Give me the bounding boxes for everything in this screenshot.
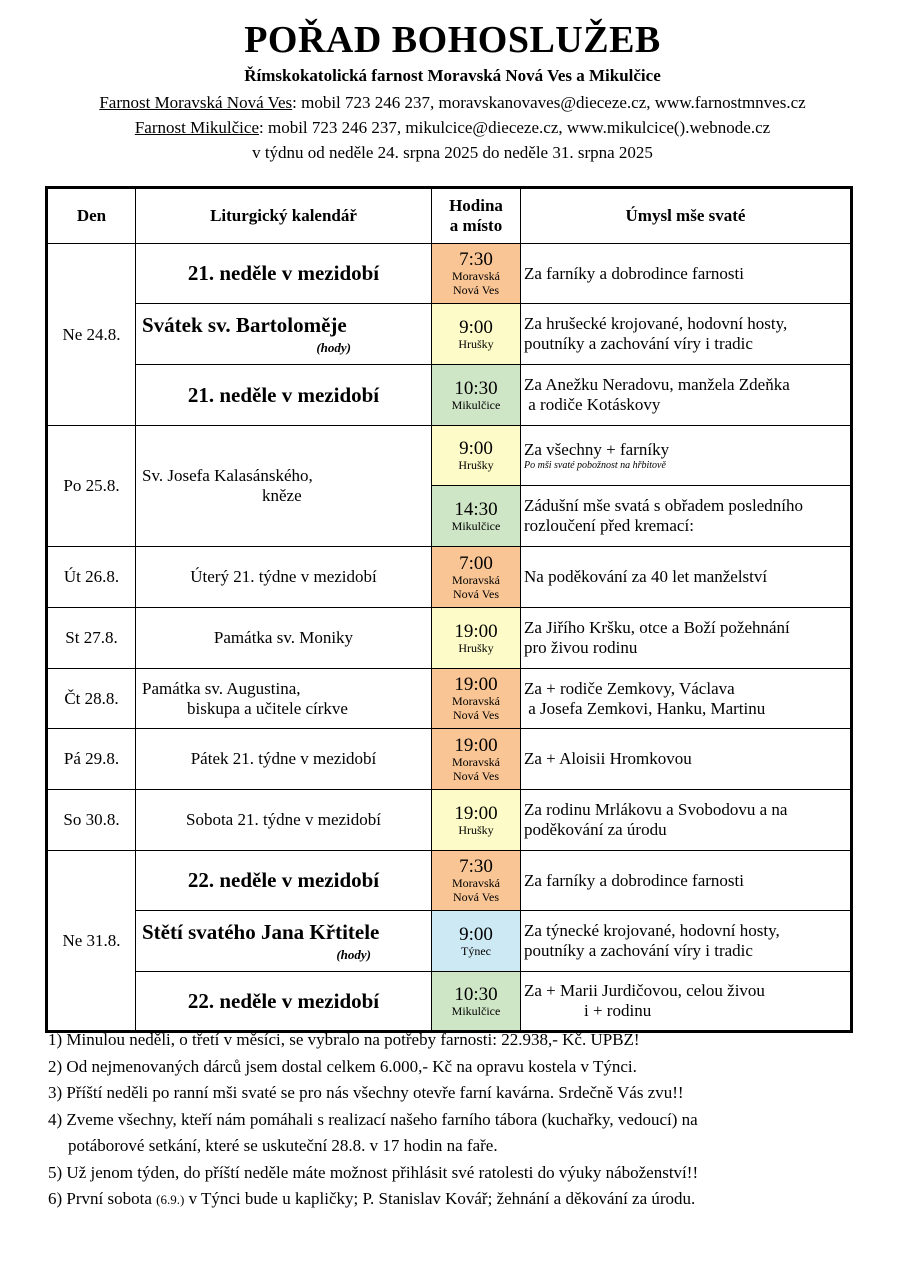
table-row (47, 426, 852, 486)
liturgy-cell: Sobota 21. týdne v mezidobí (136, 790, 432, 851)
contact-text-mikulcice: : mobil 723 246 237, mikulcice@dieceze.cz, www.mikulcice().webnode.cz (259, 118, 771, 137)
intention-cell: Za hrušecké krojované, hodovní hosty, poutníky a zachování víry i tradic (521, 304, 852, 365)
day-cell: Pá 29.8. (47, 729, 136, 790)
contact-text-mnves: : mobil 723 246 237, moravskanovaves@dieceze.cz, www.farnostmnves.cz (292, 93, 806, 112)
liturgy-cell: Úterý 21. týdne v mezidobí (136, 547, 432, 608)
intention-cell: Za farníky a dobrodince farnosti (521, 851, 852, 911)
hour-cell: 19:00 Moravská Nová Ves (432, 669, 521, 729)
intention-cell: Na poděkování za 40 let manželství (521, 547, 852, 608)
announcement-1: 1) Minulou neděli, o třetí v měsíci, se vybralo na potřeby farnosti: 22.938,- Kč. UPBZ! (48, 1030, 640, 1049)
liturgy-cell: 22. neděle v mezidobí (136, 851, 432, 911)
announcements (48, 1027, 868, 1214)
announcement-6: 6) První sobota (6.9.) v Týnci bude u kapličky; P. Stanislav Kovář; žehnání a děkování za úrodu. (48, 1189, 696, 1208)
header-liturgy: Liturgický kalendář (136, 188, 432, 244)
header-intention: Úmysl mše svaté (521, 188, 852, 244)
hour-cell: 9:00 Hrušky (432, 426, 521, 486)
intention-cell: Zádušní mše svatá s obřadem posledního rozloučení před kremací: (521, 486, 852, 547)
liturgy-cell: 22. neděle v mezidobí (136, 972, 432, 1032)
table-row (47, 244, 852, 304)
hour-cell: 10:30 Mikulčice (432, 972, 521, 1032)
contact-line-mnves (0, 93, 905, 113)
day-cell: St 27.8. (47, 608, 136, 669)
day-cell: So 30.8. (47, 790, 136, 851)
hour-cell: 14:30 Mikulčice (432, 486, 521, 547)
table-row (47, 608, 852, 669)
page-title: POŘAD BOHOSLUŽEB (244, 19, 661, 61)
intention-cell: Za všechny + farníky Po mši svaté pobožnost na hřbitově (521, 426, 852, 486)
liturgy-cell: Pátek 21. týdne v mezidobí (136, 729, 432, 790)
day-cell: Čt 28.8. (47, 669, 136, 729)
intention-cell: Za rodinu Mrlákovu a Svobodovu a na poděkování za úrodu (521, 790, 852, 851)
intention-cell: Za + Marii Jurdičovou, celou živou i + rodinu (521, 972, 852, 1032)
parish-name: Římskokatolická farnost Moravská Nová Ves a Mikulčice (244, 66, 661, 85)
day-cell: Po 25.8. (47, 426, 136, 547)
contact-line-mikulcice (0, 118, 905, 138)
announcement-2: 2) Od nejmenovaných dárců jsem dostal celkem 6.000,- Kč na opravu kostela v Týnci. (48, 1056, 637, 1076)
announcement-4-continued: potáborové setkání, které se uskuteční 28.8. v 17 hodin na faře. (68, 1136, 498, 1155)
hour-cell: 19:00 Hrušky (432, 790, 521, 851)
hour-cell: 7:30 Moravská Nová Ves (432, 851, 521, 911)
table-row (47, 972, 852, 1032)
day-cell: Ne 31.8. (47, 851, 136, 1032)
liturgy-cell: Památka sv. Moniky (136, 608, 432, 669)
liturgy-cell: 21. neděle v mezidobí (136, 365, 432, 426)
table-header-row (47, 188, 852, 244)
day-cell: Út 26.8. (47, 547, 136, 608)
intention-cell: Za Anežku Neradovu, manžela Zdeňka a rodiče Kotáskovy (521, 365, 852, 426)
hour-cell: 9:00 Týnec (432, 911, 521, 972)
intention-cell: Za týnecké krojované, hodovní hosty, poutníky a zachování víry i tradic (521, 911, 852, 972)
contact-label-mnves: Farnost Moravská Nová Ves (99, 93, 293, 112)
table-row (47, 851, 852, 911)
hour-cell: 9:00 Hrušky (432, 304, 521, 365)
day-cell: Ne 24.8. (47, 244, 136, 426)
table-row (47, 729, 852, 790)
contact-label-mikulcice: Farnost Mikulčice (134, 118, 259, 137)
table-row (47, 911, 852, 972)
announcement-4: 4) Zveme všechny, kteří nám pomáhali s realizací našeho farního tábora (kuchařky, vedoucí) na (48, 1109, 698, 1129)
week-range: v týdnu od neděle 24. srpna 2025 do neděle 31. srpna 2025 (252, 143, 653, 162)
table-row (47, 547, 852, 608)
table-row (47, 790, 852, 851)
hour-cell: 10:30 Mikulčice (432, 365, 521, 426)
header-day: Den (47, 188, 136, 244)
table-row (47, 669, 852, 729)
schedule-table (45, 186, 853, 1033)
liturgy-cell: Svátek sv. Bartoloměje (hody) (136, 304, 432, 365)
hour-cell: 7:30 Moravská Nová Ves (432, 244, 521, 304)
intention-cell: Za + rodiče Zemkovy, Václava a Josefa Zemkovi, Hanku, Martinu (521, 669, 852, 729)
table-row (47, 365, 852, 426)
announcement-3: 3) Příští neděli po ranní mši svaté se pro nás všechny otevře farní kavárna. Srdečně Vás zvu!! (48, 1083, 684, 1102)
intention-cell: Za + Aloisii Hromkovou (521, 729, 852, 790)
liturgy-cell: 21. neděle v mezidobí (136, 244, 432, 304)
table-row (47, 304, 852, 365)
announcement-5: 5) Už jenom týden, do příští neděle máte možnost přihlásit své ratolesti do výuky náboženství!! (48, 1162, 699, 1182)
intention-cell: Za farníky a dobrodince farnosti (521, 244, 852, 304)
hour-cell: 19:00 Hrušky (432, 608, 521, 669)
hour-cell: 7:00 Moravská Nová Ves (432, 547, 521, 608)
hour-cell: 19:00 Moravská Nová Ves (432, 729, 521, 790)
header-hour: Hodina a místo (432, 188, 521, 244)
intention-cell: Za Jiřího Kršku, otce a Boží požehnání pro živou rodinu (521, 608, 852, 669)
liturgy-cell: Stětí svatého Jana Křtitele (hody) (136, 911, 432, 972)
liturgy-cell: Památka sv. Augustina, biskupa a učitele církve (136, 669, 432, 729)
liturgy-cell: Sv. Josefa Kalasánského, kněze (136, 426, 432, 547)
